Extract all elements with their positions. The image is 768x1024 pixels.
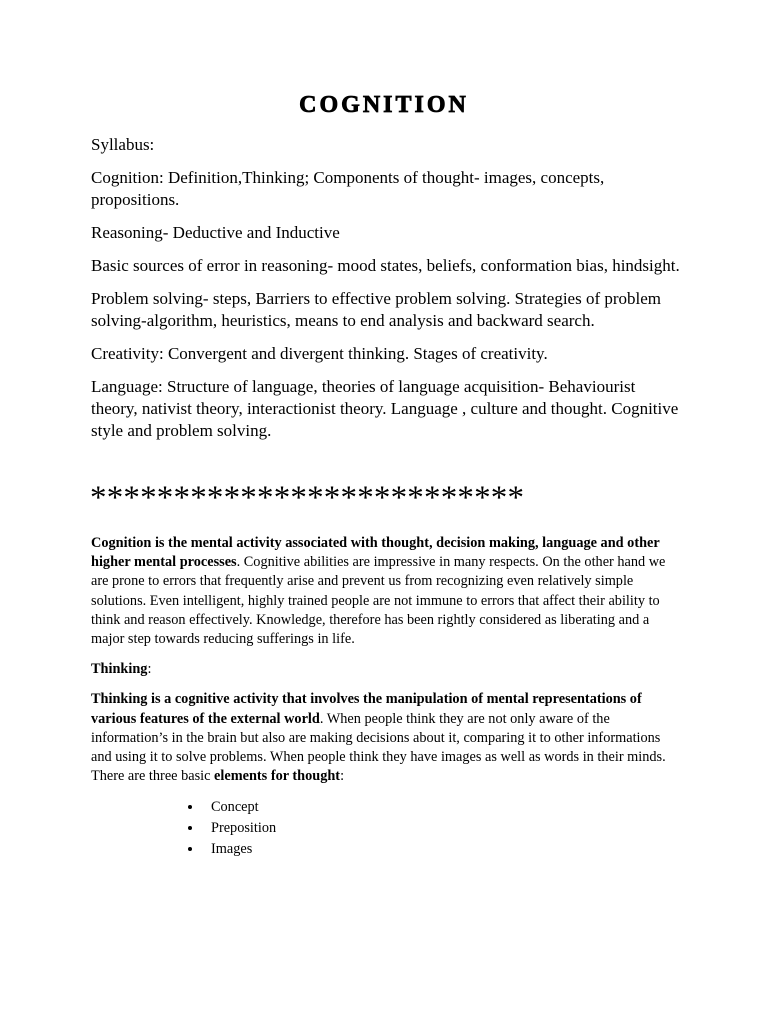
list-item: • Preposition (203, 818, 681, 839)
list-item: • Images (203, 839, 681, 860)
syllabus-item: Language: Structure of language, theories of language acquisition- Behaviourist theory, nativist theory, interactionist theory. Language , culture and thought. Cognitive style and problem solving. (91, 377, 679, 440)
cognition-paragraph (91, 534, 681, 649)
page-title: COGNITION (299, 92, 469, 118)
syllabus-heading: Syllabus: (91, 135, 155, 154)
asterisk-separator: ************************** (90, 480, 525, 516)
thinking-text-end: : (340, 768, 345, 785)
syllabus-section (91, 134, 681, 453)
thinking-heading-colon: : (147, 661, 152, 678)
thinking-heading-label: Thinking (91, 661, 148, 678)
syllabus-item: Basic sources of error in reasoning- mood states, beliefs, conformation bias, hindsight. (91, 256, 680, 275)
thinking-paragraph (91, 690, 681, 786)
thinking-definition: Thinking is a cognitive activity that involves the manipulation of mental representations of various features of the external world (91, 691, 642, 727)
cognition-definition: Cognition is the mental activity associated with thought, decision making, language and other higher mental processes (91, 535, 660, 571)
syllabus-item: Reasoning- Deductive and Inductive (91, 223, 340, 242)
list-item: • Concept (203, 797, 681, 818)
body-text (91, 534, 681, 860)
thinking-heading (91, 660, 681, 679)
syllabus-item: Creativity: Convergent and divergent thinking. Stages of creativity. (91, 344, 548, 363)
thinking-text: . When people think they are not only aware of the information’s in the brain but also are making decisions about it, comparing it to other informations and using it to solve problems. When people think they have images as well as words in their minds. There are three basic (91, 710, 666, 785)
cognition-text: . Cognitive abilities are impressive in many respects. On the other hand we are prone to errors that frequently arise and prevent us from recognizing even relatively simple solutions. Even intelligent, highly trained people are not immune to errors that affect their ability to think and reason effectively. Knowledge, therefore has been rightly considered as liberating and a major step towards reducing sufferings in life. (91, 554, 666, 648)
elements-for-thought: elements for thought (214, 768, 341, 785)
elements-list (91, 797, 681, 860)
syllabus-item: Cognition: Definition,Thinking; Components of thought- images, concepts, propositions. (91, 168, 605, 209)
syllabus-item: Problem solving- steps, Barriers to effective problem solving. Strategies of problem solving-algorithm, heuristics, means to end analysis and backward search. (91, 289, 662, 330)
